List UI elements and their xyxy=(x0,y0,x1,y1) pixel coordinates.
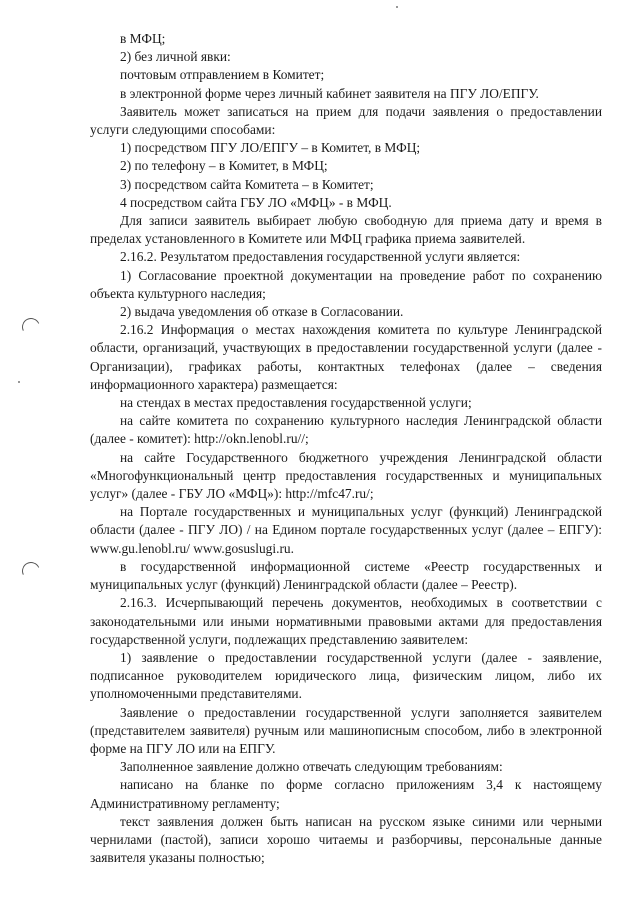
paragraph: 2.16.3. Исчерпывающий перечень документов, необходимых в соответствии с законодательными или иными нормативными правовыми актами для предоставления государственной услуги, подлежащих представлению заявителем: xyxy=(90,595,602,647)
paragraph: 2) по телефону – в Комитет, в МФЦ; xyxy=(120,158,328,174)
paragraph: на стендах в местах предоставления государственной услуги; xyxy=(120,395,472,411)
paragraph: на сайте комитета по сохранению культурного наследия Ленинградской области (далее - комитет): http://okn.lenobl.ru//; xyxy=(90,413,602,447)
paragraph: написано на бланке по форме согласно приложениям 3,4 к настоящему Административному регламенту; xyxy=(90,777,602,811)
paragraph: 2.16.2. Результатом предоставления государственной услуги является: xyxy=(120,249,521,265)
paragraph: Заявление о предоставлении государственной услуги заполняется заявителем (представителем заявителя) ручным или машинописным способом, либо в электронной форме на ПГУ ЛО или на ЕПГУ. xyxy=(90,704,602,756)
paragraph: 1) Согласование проектной документации на проведение работ по сохранению объекта культурного наследия; xyxy=(90,267,602,301)
paragraph: почтовым отправлением в Комитет; xyxy=(120,67,325,83)
paragraph: в МФЦ; xyxy=(120,31,166,46)
paragraph: Заявитель может записаться на прием для подачи заявления о предоставлении услуги следующими способами: xyxy=(90,103,602,138)
paragraph: 4 посредством сайта ГБУ ЛО «МФЦ» - в МФЦ. xyxy=(120,194,392,210)
paragraph: на сайте Государственного бюджетного учреждения Ленинградской области «Многофункциональный центр предоставления государственных и муниципальных услуг» (далее - ГБУ ЛО «МФЦ»): http://mfc47.ru/; xyxy=(90,449,602,502)
punch-hole-mark xyxy=(19,315,42,338)
paragraph: в электронной форме через личный кабинет заявителя на ПГУ ЛО/ЕПГУ. xyxy=(120,85,539,101)
paragraph: на Портале государственных и муниципальных услуг (функций) Ленинградской области (далее - ПГУ ЛО) / на Едином портале государственных услуг (далее – ЕПГУ): www.gu.lenobl.ru/ www.gosuslugi.ru. xyxy=(90,504,602,556)
paragraph: Для записи заявитель выбирает любую свободную для приема дату и время в пределах установленного в Комитете или МФЦ графика приема заявителей. xyxy=(90,213,602,247)
paragraph: 1) заявление о предоставлении государственной услуги (далее - заявление, подписанное руководителем юридического лица, физическим лицом, либо их уполномоченными представителями. xyxy=(90,649,602,702)
paragraph: Заполненное заявление должно отвечать следующим требованиям: xyxy=(120,759,503,775)
paragraph: 1) посредством ПГУ ЛО/ЕПГУ – в Комитет, в МФЦ; xyxy=(120,140,421,156)
paragraph: 2) выдача уведомления об отказе в Согласовании. xyxy=(120,304,404,320)
paragraph: 2) без личной явки: xyxy=(120,49,231,65)
paragraph: 2.16.2 Информация о местах нахождения комитета по культуре Ленинградской области, организаций, участвующих в предоставлении государственной услуги (далее - Организации), графиках работы, контактных телефонах (далее – сведения информационного характера) размещается: xyxy=(90,322,602,392)
paragraph: 3) посредством сайта Комитета – в Комитет; xyxy=(120,176,374,192)
scan-speck xyxy=(18,381,20,383)
paragraph: в государственной информационной системе «Реестр государственных и муниципальных услуг (функций) Ленинградской области (далее – Реестр). xyxy=(90,558,602,593)
scan-speck xyxy=(396,6,398,8)
document-body xyxy=(90,30,602,867)
punch-hole-mark xyxy=(19,559,42,582)
paragraph: текст заявления должен быть написан на русском языке синими или черными чернилами (пастой), записи хорошо читаемы и разборчивы, персональные данные заявителя указаны полностью; xyxy=(90,813,602,866)
